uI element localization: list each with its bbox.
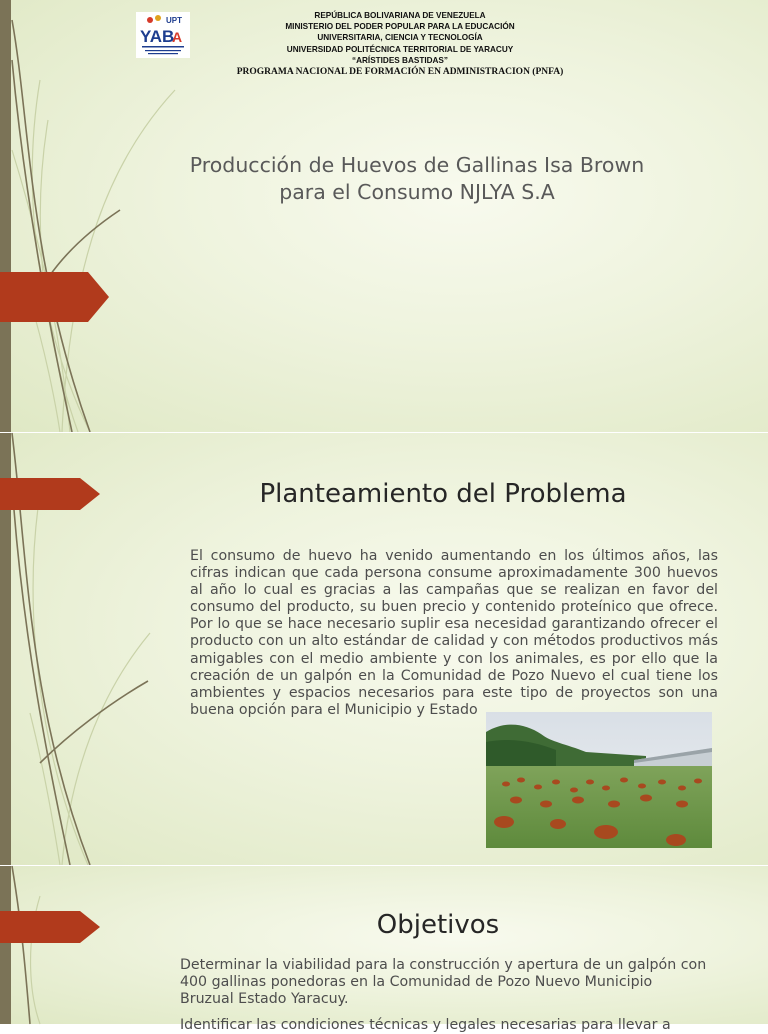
objective-item: Determinar la viabilidad para la construcción y apertura de un galpón con 400 gallinas ponedoras en la Comunidad de Pozo Nuevo Municipio Bruzual Estado Yaracuy. bbox=[180, 957, 707, 1008]
header-line: UNIVERSIDAD POLITÉCNICA TERRITORIAL DE YARACUY bbox=[286, 44, 514, 54]
title-line-1: Producción de Huevos de Gallinas Isa Brown bbox=[189, 153, 645, 177]
header-line: “ARÍSTIDES BASTIDAS” bbox=[352, 55, 448, 65]
arrow-tab bbox=[0, 911, 100, 943]
title-line-2: para el Consumo NJLYA S.A bbox=[279, 180, 555, 204]
slide-objectives bbox=[0, 866, 768, 1033]
svg-text:UPT: UPT bbox=[166, 16, 182, 25]
problem-paragraph: El consumo de huevo ha venido aumentando en los últimos años, las cifras indican que cada persona consume aproximadamente 300 huevos al año lo cual es gracias a las campañas que se realizan en favor del consumo del producto, su buen precio y contenido proteínico que ofrece. Por lo que se hace necesario suplir esa necesidad garantizando ofrecer el producto con un alto estándar de calidad y con métodos productivos más amigables con el medio ambiente y con los animales, es por ello que la creación de un galpón en la Comunidad de Pozo Nuevo el cual tiene los ambientes y espacios necesarios para este tipo de proyectos son una buena opción para el Municipio y Estado bbox=[190, 548, 718, 718]
slide-problem-statement bbox=[0, 433, 768, 865]
section-title: Objetivos bbox=[376, 910, 500, 940]
arrow-tab bbox=[0, 478, 100, 510]
arrow-tab bbox=[0, 272, 109, 322]
header-line: MINISTERIO DEL PODER POPULAR PARA LA EDUCACIÓN bbox=[285, 22, 515, 32]
institution-header bbox=[140, 10, 660, 78]
objective-item: Identificar las condiciones técnicas y legales necesarias para llevar a bbox=[180, 1017, 671, 1033]
slide-title bbox=[0, 0, 768, 432]
svg-text:A: A bbox=[172, 29, 183, 45]
header-line: REPÚBLICA BOLIVARIANA DE VENEZUELA bbox=[314, 11, 486, 20]
presentation-title bbox=[150, 152, 684, 206]
svg-text:YAB: YAB bbox=[140, 27, 175, 46]
header-line: PROGRAMA NACIONAL DE FORMACIÓN EN ADMINISTRACION (PNFA) bbox=[236, 67, 564, 78]
hens-photo bbox=[486, 712, 712, 848]
header-line: UNIVERSITARIA, CIENCIA Y TECNOLOGÍA bbox=[317, 33, 483, 43]
section-title: Planteamiento del Problema bbox=[259, 479, 627, 509]
